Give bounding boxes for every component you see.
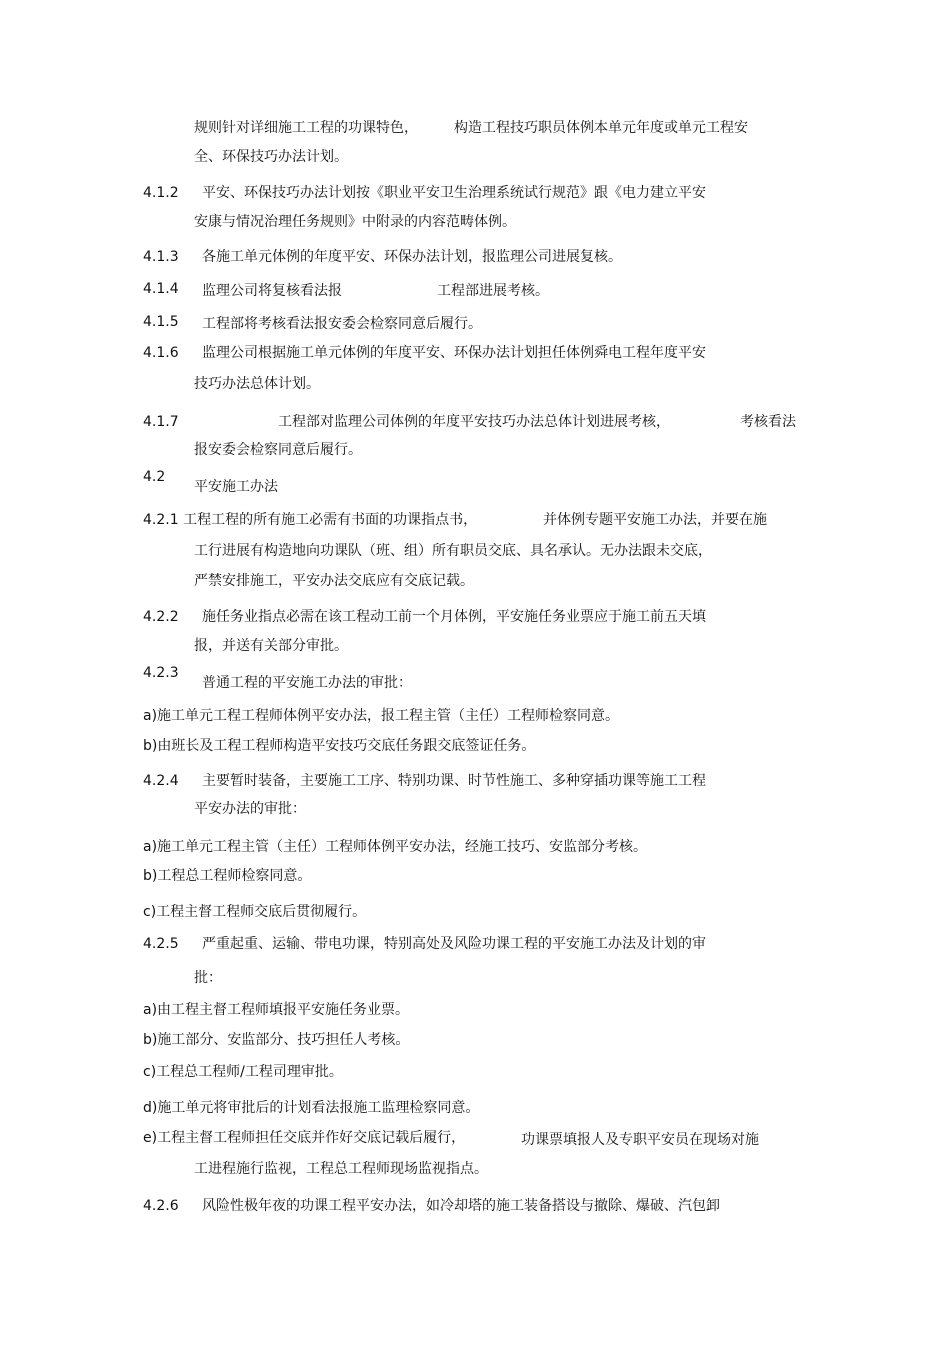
text-line: 监理公司将复核看法报	[202, 283, 342, 299]
section-number: 4.1.2	[143, 185, 179, 201]
text-line: 平安、环保技巧办法计划按《职业平安卫生治理系统试行规范》跟《电力建立平安	[202, 185, 706, 201]
text-line: 功课票填报人及专职平安员在现场对施	[521, 1132, 759, 1148]
text-line: 全、环保技巧办法计划。	[194, 149, 348, 165]
text-line: 工行进展有构造地向功课队（班、组）所有职员交底、具名承认。无办法跟未交底，	[194, 543, 712, 559]
text-line: 规则针对详细施工工程的功课特色，	[194, 120, 418, 136]
list-item: a)由工程主督工程师填报平安施任务业票。	[143, 1002, 410, 1018]
text-line: 工程部进展考核。	[437, 283, 549, 299]
text-line: 考核看法	[740, 414, 796, 430]
text-line: 主要暂时装备，主要施工工序、特别功课、时节性施工、多种穿插功课等施工工程	[202, 773, 706, 789]
text-line: 工程部将考核看法报安委会检察同意后履行。	[202, 316, 482, 332]
list-item: e)工程主督工程师担任交底并作好交底记载后履行，	[143, 1130, 466, 1146]
text-line: 报，并送有关部分审批。	[194, 638, 348, 654]
list-item: d)施工单元将审批后的计划看法报施工监理检察同意。	[143, 1100, 480, 1116]
text-line: 普通工程的平安施工办法的审批：	[202, 675, 412, 691]
text-line: 风险性极年夜的功课工程平安办法，如冷却塔的施工装备搭设与撤除、爆破、汽包卸	[202, 1198, 720, 1214]
section-number: 4.2.5	[143, 936, 179, 952]
text-line: 技巧办法总体计划。	[194, 376, 320, 392]
text-line: 批：	[194, 970, 222, 986]
text-line: 各施工单元体例的年度平安、环保办法计划，报监理公司进展复核。	[202, 249, 622, 265]
text-line: 报安委会检察同意后履行。	[194, 442, 362, 458]
section-heading: 平安施工办法	[194, 479, 278, 495]
section-number: 4.1.6	[143, 345, 179, 361]
section-number: 4.2.3	[143, 665, 179, 681]
list-item: b)工程总工程师检察同意。	[143, 868, 312, 884]
text-line: 构造工程技巧职员体例本单元年度或单元工程安	[454, 120, 748, 136]
section-number: 4.1.3	[143, 249, 179, 265]
text-line: 工进程施行监视，工程总工程师现场监视指点。	[194, 1161, 488, 1177]
list-item: b)施工部分、安监部分、技巧担任人考核。	[143, 1032, 410, 1048]
text-line: 严重起重、运输、带电功课，特别高处及风险功课工程的平安施工办法及计划的审	[202, 936, 706, 952]
list-item: c)工程主督工程师交底后贯彻履行。	[143, 904, 367, 920]
text-line: 监理公司根据施工单元体例的年度平安、环保办法计划担任体例舜电工程年度平安	[202, 345, 706, 361]
text-line: 4.2.1 工程工程的所有施工必需有书面的功课指点书，	[143, 512, 478, 528]
section-number: 4.1.4	[143, 281, 179, 297]
list-item: b)由班长及工程工程师构造平安技巧交底任务跟交底签证任务。	[143, 738, 536, 754]
section-number: 4.2.2	[143, 609, 179, 625]
text-line: 施任务业指点必需在该工程动工前一个月体例，平安施任务业票应于施工前五天填	[202, 609, 706, 625]
section-number: 4.1.5	[143, 314, 179, 330]
section-number: 4.1.7	[143, 414, 179, 430]
text-line: 安康与情况治理任务规则》中附录的内容范畴体例。	[194, 214, 516, 230]
text-line: 并体例专题平安施工办法，并要在施	[543, 512, 767, 528]
text-line: 严禁安排施工，平安办法交底应有交底记载。	[194, 573, 474, 589]
list-item: a)施工单元工程主管（主任）工程师体例平安办法，经施工技巧、安监部分考核。	[143, 839, 648, 855]
section-number: 4.2.4	[143, 773, 179, 789]
section-number: 4.2.6	[143, 1198, 179, 1214]
list-item: c)工程总工程师/工程司理审批。	[143, 1064, 343, 1080]
list-item: a)施工单元工程工程师体例平安办法，报工程主管（主任）工程师检察同意。	[143, 708, 620, 724]
text-line: 工程部对监理公司体例的年度平安技巧办法总体计划进展考核，	[278, 414, 670, 430]
section-number: 4.2	[143, 469, 166, 485]
text-line: 平安办法的审批：	[194, 801, 306, 817]
